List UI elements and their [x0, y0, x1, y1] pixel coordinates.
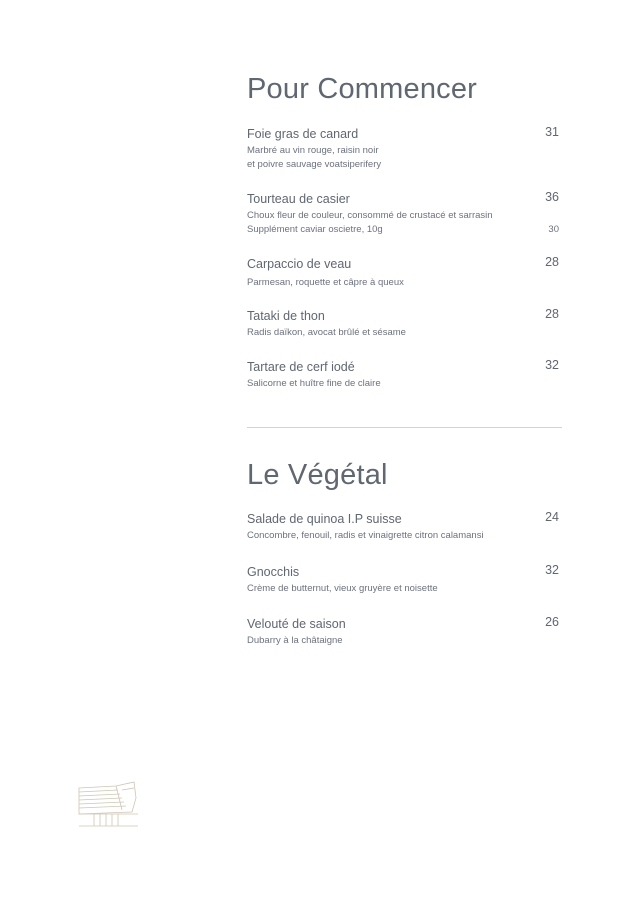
- item-description: Parmesan, roquette et câpre à queux: [247, 277, 404, 288]
- item-description: et poivre sauvage voatsiperifery: [247, 159, 382, 170]
- item-description: Choux fleur de couleur, consommé de crustacé et sarrasin: [247, 210, 493, 221]
- item-description: Radis daïkon, avocat brûlé et sésame: [247, 327, 406, 338]
- building-sketch-icon: [78, 780, 140, 828]
- supplement-price: 30: [548, 224, 559, 235]
- menu-item-salade-quinoa: [247, 510, 562, 543]
- item-description: Concombre, fenouil, radis et vinaigrette citron calamansi: [247, 530, 484, 541]
- item-price: 36: [545, 190, 559, 204]
- item-name: Tourteau de casier: [247, 192, 350, 206]
- supplement-label: Supplément caviar oscietre, 10g: [247, 224, 383, 235]
- item-description: Marbré au vin rouge, raisin noir: [247, 145, 379, 156]
- item-name: Velouté de saison: [247, 617, 346, 631]
- item-name: Gnocchis: [247, 565, 300, 579]
- menu-item-gnocchis: [247, 563, 562, 596]
- item-name: Tataki de thon: [247, 309, 325, 323]
- item-price: 24: [545, 510, 559, 524]
- item-name: Foie gras de canard: [247, 127, 359, 141]
- item-description: Dubarry à la châtaigne: [247, 635, 343, 646]
- item-name: Salade de quinoa I.P suisse: [247, 512, 402, 526]
- item-price: 32: [545, 358, 559, 372]
- item-supplement: [247, 223, 562, 237]
- section-title-pour-commencer: Pour Commencer: [247, 73, 478, 105]
- menu-item-tartare: [247, 358, 562, 391]
- item-price: 28: [545, 255, 559, 269]
- menu-item-veloute: [247, 615, 562, 648]
- menu-item-tourteau: [247, 190, 562, 237]
- section-divider: [247, 427, 562, 428]
- menu-item-foie-gras: [247, 125, 562, 172]
- item-description: Salicorne et huître fine de claire: [247, 378, 381, 389]
- item-description: Crème de butternut, vieux gruyère et noisette: [247, 583, 438, 594]
- menu-item-tataki: [247, 307, 562, 340]
- item-price: 32: [545, 563, 559, 577]
- item-name: Carpaccio de veau: [247, 257, 352, 271]
- item-price: 28: [545, 307, 559, 321]
- item-price: 26: [545, 615, 559, 629]
- item-name: Tartare de cerf iodé: [247, 360, 355, 374]
- menu-item-carpaccio: [247, 255, 562, 290]
- section-title-le-vegetal: Le Végétal: [247, 459, 388, 491]
- item-price: 31: [545, 125, 559, 139]
